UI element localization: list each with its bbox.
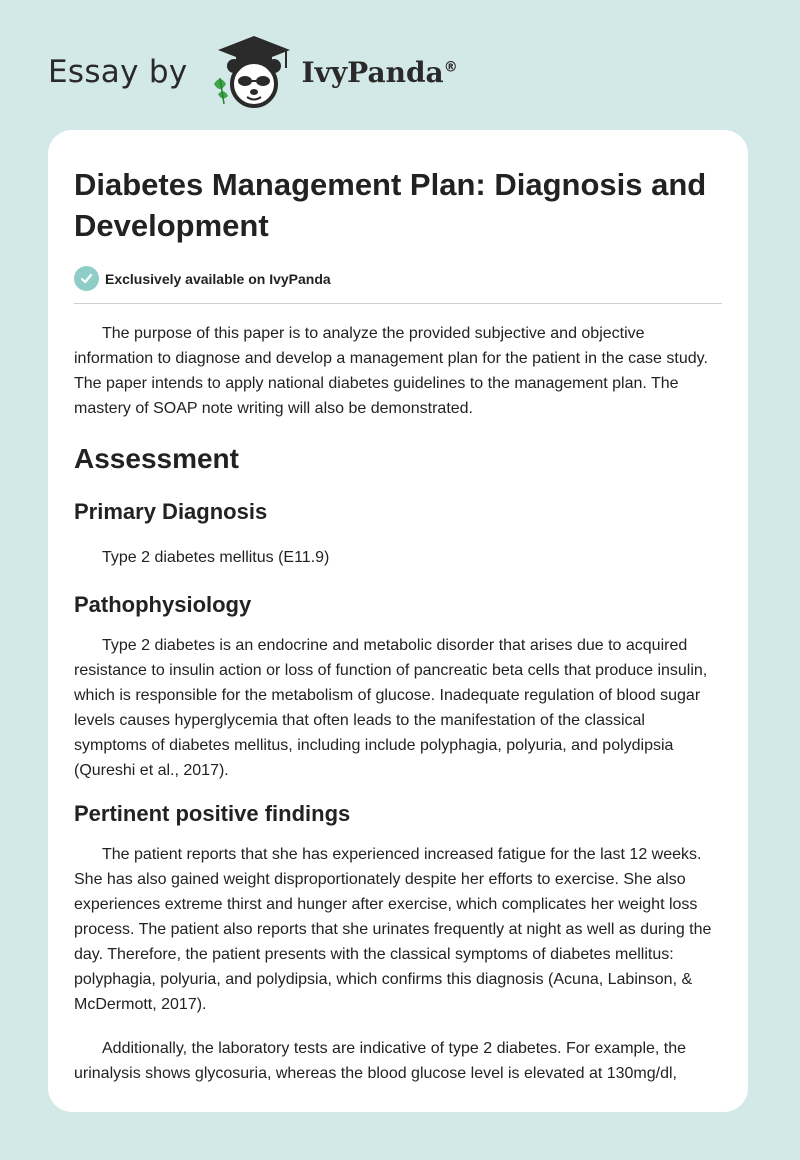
site-header: [48, 34, 458, 110]
registered-mark: ®: [443, 59, 458, 76]
exclusive-label: Exclusively available on IvyPanda: [105, 270, 331, 287]
panda-graduation-cap-icon: [206, 34, 298, 110]
exclusive-badge: [74, 266, 722, 291]
assessment-heading: Assessment: [74, 443, 239, 474]
pathophysiology-heading: Pathophysiology: [74, 592, 252, 617]
findings-heading: Pertinent positive findings: [74, 801, 351, 826]
brand-logo-link[interactable]: [206, 34, 458, 110]
divider: [74, 303, 722, 304]
brand-name: IvyPanda®: [301, 55, 458, 89]
brand-prefix: Essay by: [48, 54, 188, 90]
primary-diagnosis-heading: Primary Diagnosis: [74, 499, 268, 524]
intro-paragraph: The purpose of this paper is to analyze the provided subjective and objective information to diagnose and develop a management plan for the patient in the case study. The paper intends to apply national diabetes guidelines to the management plan. The mastery of SOAP note writing will also be demonstrated.: [74, 325, 708, 417]
findings-paragraph: The patient reports that she has experienced increased fatigue for the last 12 weeks. She has also gained weight disproportionately despite her efforts to exercise. She also experiences extreme thirst and hunger after exercise, which complicates her weight loss process. The patient also reports that she urinates frequently at night as well as during the day. Therefore, the patient presents with the classical symptoms of diabetes mellitus: polyphagia, polyuria, and polydipsia, which confirms this diagnosis (Acuna, Labinson, & McDermott, 2017).: [74, 846, 712, 1013]
pathophysiology-paragraph: Type 2 diabetes is an endocrine and metabolic disorder that arises due to acquired resistance to insulin action or loss of function of pancreatic beta cells that produce insulin, which is responsible for the metabolism of glucose. Inadequate regulation of blood sugar levels causes hyperglycemia that often leads to the manifestation of the classical symptoms of diabetes mellitus, including include polyphagia, polyuria, and polydipsia (Qureshi et al., 2017).: [74, 637, 708, 779]
article-title: Diabetes Management Plan: Diagnosis and Development: [74, 167, 707, 243]
check-icon: [74, 266, 99, 291]
article-card: [48, 130, 748, 1112]
primary-diagnosis-text: Type 2 diabetes mellitus (E11.9): [102, 549, 330, 566]
additional-paragraph: Additionally, the laboratory tests are indicative of type 2 diabetes. For example, the urinalysis shows glycosuria, whereas the blood glucose level is elevated at 130mg/dl,: [74, 1040, 687, 1082]
